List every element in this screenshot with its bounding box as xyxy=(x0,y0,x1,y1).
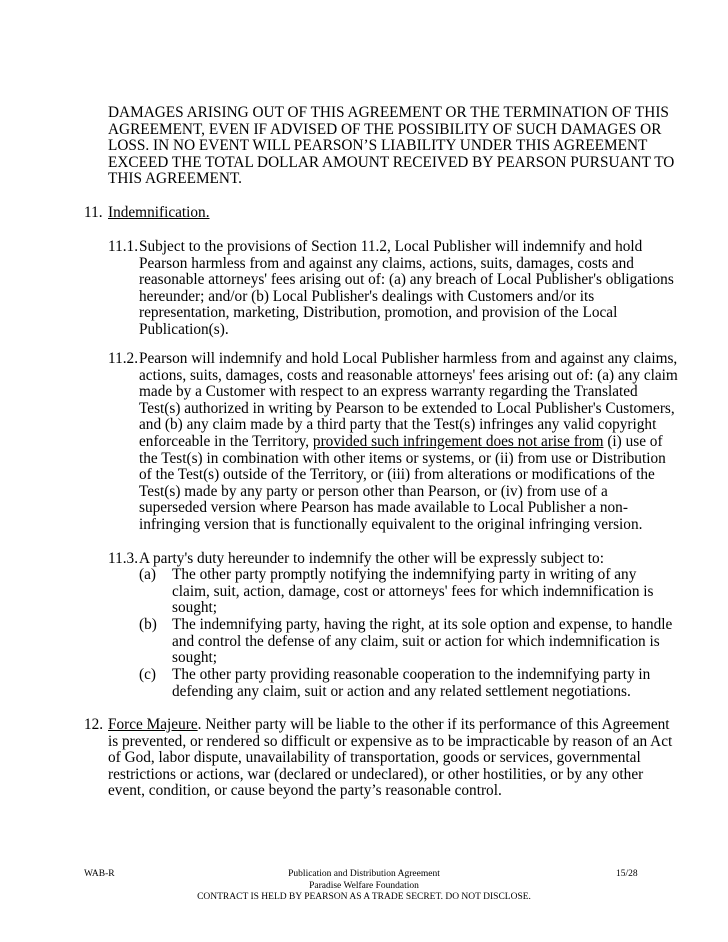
page-number: 15/28 xyxy=(616,869,638,879)
footer-subtitle: Paradise Welfare Foundation xyxy=(309,881,419,891)
paragraph-line: is prevented, or rendered so difficult or expensive as to be impracticable by reason of an Act xyxy=(108,732,673,750)
section-12-number: 12. xyxy=(84,716,104,733)
paragraph-line: restrictions or actions, war (declared or undeclared), or other hostilities, or by any other xyxy=(108,765,644,783)
paragraph-line: made by a Customer with respect to an express warranty regarding the Translated xyxy=(139,383,638,401)
paragraph-line: AGREEMENT, EVEN IF ADVISED OF THE POSSIBILITY OF SUCH DAMAGES OR xyxy=(108,120,662,138)
paragraph-line: representation, marketing, Distribution, promotion, and provision of the Local xyxy=(139,304,618,322)
paragraph-line: LOSS. IN NO EVENT WILL PEARSON’S LIABILITY UNDER THIS AGREEMENT xyxy=(108,137,648,155)
paragraph-line: Pearson will indemnify and hold Local Publisher harmless from and against any claims, xyxy=(139,350,678,367)
text-run: (i) use of xyxy=(603,433,663,450)
clause-number: 11.3. xyxy=(108,550,139,567)
paragraph-line: THIS AGREEMENT. xyxy=(108,170,242,188)
paragraph-line: reasonable attorneys' fees arising out of: (a) any breach of Local Publisher's obligations xyxy=(139,271,674,289)
section-12-first-line xyxy=(108,716,670,734)
clause-number: 11.2. xyxy=(108,350,139,367)
text-run: . Neither party will be liable to the other if its performance of this Agreement xyxy=(197,716,670,733)
item-label: (c) xyxy=(139,666,156,683)
paragraph-line: of God, labor dispute, unavailability of transportation, goods or services, governmental xyxy=(108,749,641,767)
paragraph-line: EXCEED THE TOTAL DOLLAR AMOUNT RECEIVED BY PEARSON PURSUANT TO xyxy=(108,153,675,171)
paragraph-line: event, condition, or cause beyond the party’s reasonable control. xyxy=(108,782,502,800)
paragraph-line: Test(s) made by any party or person other than Pearson, or (iv) from use of a xyxy=(139,482,608,500)
paragraph-line: of the Test(s) outside of the Territory, or (iii) from alterations or modifications of the xyxy=(139,466,655,484)
item-label: (b) xyxy=(139,616,157,633)
footer-title: Publication and Distribution Agreement xyxy=(288,869,440,879)
text-run: enforceable in the Territory, xyxy=(139,433,313,450)
section-12-heading: Force Majeure xyxy=(108,716,198,733)
paragraph-line: sought; xyxy=(172,599,218,617)
paragraph-line: Publication(s). xyxy=(139,321,229,338)
clause-number: 11.1. xyxy=(108,238,139,255)
paragraph-line: The indemnifying party, having the right, at its sole option and expense, to handle xyxy=(172,616,673,633)
paragraph-line: A party's duty hereunder to indemnify the other will be expressly subject to: xyxy=(139,550,604,567)
paragraph-line: The other party promptly notifying the indemnifying party in writing of any xyxy=(172,566,637,583)
underlined-phrase: provided such infringement does not arise from xyxy=(312,433,604,450)
paragraph-line: the Test(s) in combination with other items or systems, or (ii) from use or Distribution xyxy=(139,449,666,467)
paragraph-line: The other party providing reasonable cooperation to the indemnifying party in xyxy=(172,666,651,683)
paragraph-line: Pearson harmless from and against any claims, actions, suits, damages, costs and xyxy=(139,254,634,272)
paragraph-line: infringing version that is functionally equivalent to the original infringing version. xyxy=(139,516,643,533)
paragraph-line: sought; xyxy=(172,649,218,667)
paragraph-line: actions, suits, damages, costs and reasonable attorneys' fees arising out of: (a) any claim xyxy=(139,366,678,384)
paragraph-line: and control the defense of any claim, suit or action for which indemnification is xyxy=(172,632,660,650)
paragraph-line: superseded version where Pearson has made available to Local Publisher a non- xyxy=(139,499,628,517)
paragraph-line xyxy=(139,433,663,451)
section-11-heading: Indemnification. xyxy=(108,204,210,221)
item-label: (a) xyxy=(139,566,156,583)
paragraph-line: and (b) any claim made by a third party that the Test(s) infringes any valid copyright xyxy=(139,416,657,434)
footer-left: WAB-R xyxy=(84,869,115,879)
section-11-number: 11. xyxy=(84,204,103,221)
paragraph-line: Subject to the provisions of Section 11.2, Local Publisher will indemnify and hold xyxy=(139,238,643,255)
paragraph-line: defending any claim, suit or action and any related settlement negotiations. xyxy=(172,682,631,700)
paragraph-line: DAMAGES ARISING OUT OF THIS AGREEMENT OR THE TERMINATION OF THIS xyxy=(108,104,669,121)
confidentiality-notice: CONTRACT IS HELD BY PEARSON AS A TRADE SECRET. DO NOT DISCLOSE. xyxy=(197,892,531,902)
paragraph-line: hereunder; and/or (b) Local Publisher's dealings with Customers and/or its xyxy=(139,287,595,305)
paragraph-line: Test(s) authorized in writing by Pearson to be extended to Local Publisher's Customers, xyxy=(139,399,675,417)
paragraph-line: claim, suit, action, damage, cost or attorneys' fees for which indemnification is xyxy=(172,582,654,600)
